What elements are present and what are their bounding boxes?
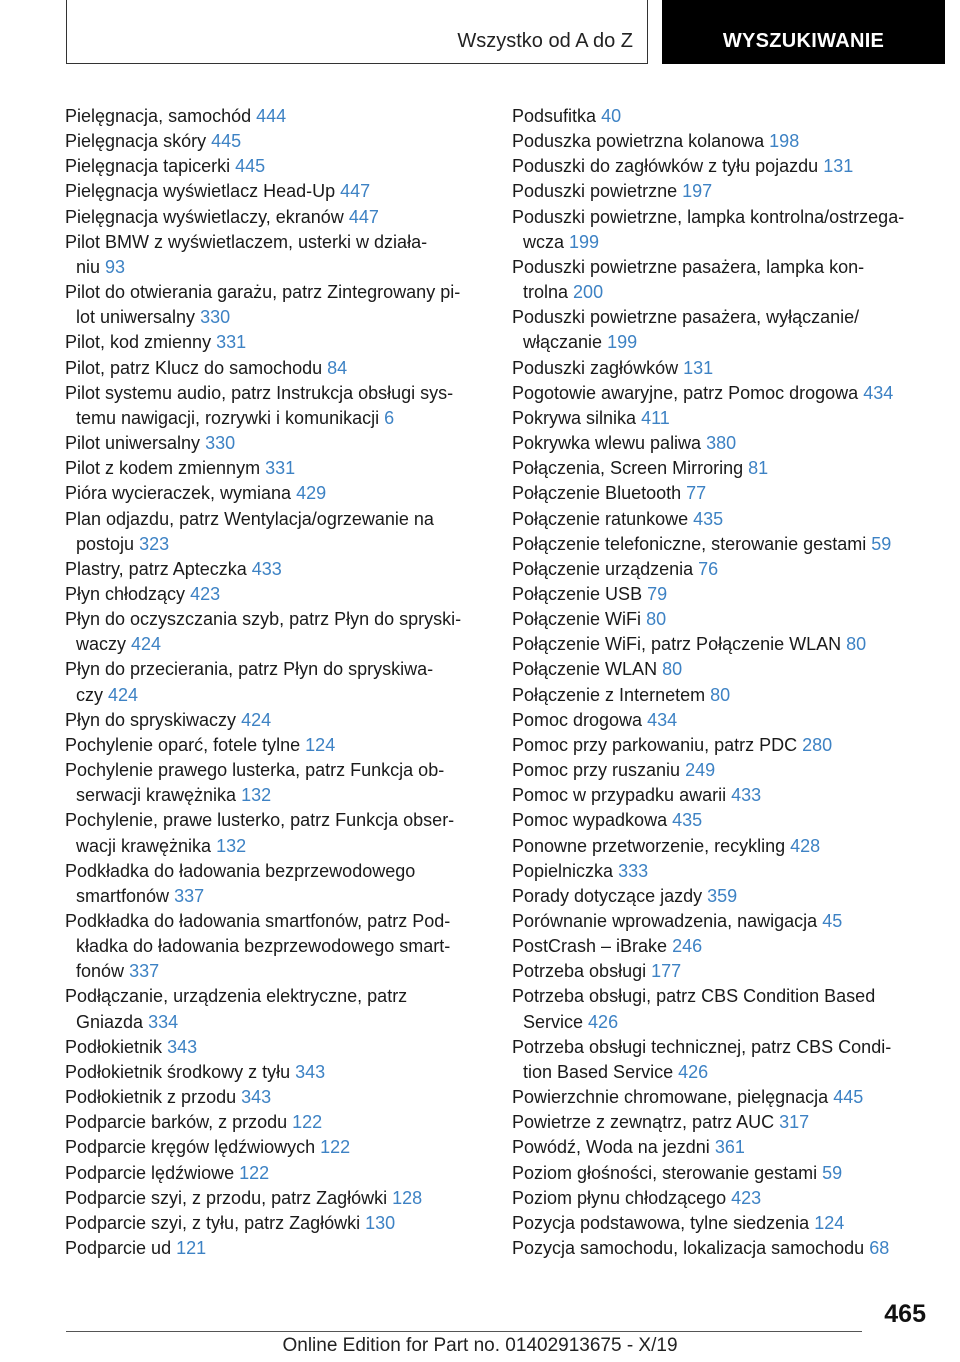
index-entry [65, 381, 485, 431]
index-entry [65, 179, 485, 204]
index-entry-page-link[interactable]: 122 [239, 1162, 270, 1183]
index-entry [512, 1211, 932, 1236]
index-entry-text: Poduszka powietrzna kolanowa [512, 131, 765, 152]
index-entry-page-link[interactable]: 444 [256, 106, 287, 126]
index-entry-text: Pilot, patrz Klucz do samochodu [65, 357, 323, 378]
index-entry-page-link[interactable]: 433 [731, 785, 762, 806]
index-entry [512, 557, 932, 582]
index-entry-page-link[interactable]: 128 [392, 1187, 423, 1208]
index-entry-page-link[interactable]: 81 [748, 458, 769, 479]
index-entry [512, 255, 932, 305]
index-entry [65, 859, 485, 909]
index-entry-text: Poduszki powietrzne [512, 181, 678, 202]
footer-divider [66, 1331, 862, 1332]
index-entry-text: Podłączanie, urządzenia elektryczne, patrz Gniazda [65, 986, 408, 1032]
index-entry-text: Powierzchnie chromowane, pielęgnacja [512, 1087, 829, 1108]
index-entry-text: Podkładka do ładowania smartfonów, patrz Pod- kładka do ładowania bezprzewodowego smart- fonów [65, 911, 451, 982]
index-entry [65, 456, 485, 481]
index-entry-text: Porównanie wprowadzenia, nawigacja [512, 911, 818, 931]
index-entry-page-link[interactable]: 84 [327, 357, 348, 378]
index-entry-text: Podparcie barków, z przodu [65, 1112, 288, 1133]
index-entry-text: Poduszki zagłówków [512, 357, 679, 378]
index-entry-page-link[interactable]: 343 [295, 1061, 326, 1082]
index-entry-page-link[interactable]: 76 [698, 558, 719, 579]
index-entry [512, 632, 932, 657]
index-entry [65, 205, 485, 230]
index-entry-text: Podłokietnik środkowy z tyłu [65, 1061, 291, 1082]
index-entry [512, 808, 932, 833]
index-entry-page-link[interactable]: 122 [292, 1112, 323, 1133]
index-entry [65, 230, 485, 280]
page-number: 465 [884, 1300, 926, 1328]
index-entry [65, 733, 485, 758]
index-entry-text: PostCrash – iBrake [512, 936, 668, 957]
index-entry-text: Poduszki do zagłówków z tyłu pojazdu [512, 156, 819, 177]
index-entry [65, 129, 485, 154]
index-entry [65, 104, 485, 129]
index-entry [512, 104, 932, 129]
index-entry-page-link[interactable]: 6 [384, 407, 395, 428]
index-entry-page-link[interactable]: 434 [863, 382, 894, 403]
index-entry [512, 431, 932, 456]
index-entry-page-link[interactable]: 59 [822, 1162, 843, 1183]
index-entry-text: Pomoc drogowa [512, 709, 643, 730]
index-entry [65, 481, 485, 506]
index-entry [65, 1211, 485, 1236]
index-entry [512, 1135, 932, 1160]
index-entry-page-link[interactable]: 447 [348, 206, 379, 227]
index-entry [65, 1161, 485, 1186]
index-entry-page-link[interactable]: 131 [683, 357, 714, 378]
index-column-right [512, 104, 932, 1261]
index-entry [512, 381, 932, 406]
index-entry-text: Powódź, Woda na jezdni [512, 1137, 710, 1158]
index-entry-page-link[interactable]: 280 [802, 734, 833, 755]
index-entry [65, 356, 485, 381]
index-entry-text: Połączenie ratunkowe [512, 508, 689, 529]
index-entry [512, 884, 932, 909]
index-entry-page-link[interactable]: 40 [601, 106, 622, 126]
index-entry-page-link[interactable]: 359 [707, 885, 738, 906]
index-entry [65, 1236, 485, 1261]
index-entry-text: Podparcie kręgów lędźwiowych [65, 1137, 316, 1158]
index-entry-text: Pióra wycieraczek, wymiana [65, 483, 292, 504]
index-entry-page-link[interactable]: 424 [131, 634, 162, 655]
tab-all-a-to-z-label: Wszystko od A do Z [457, 30, 633, 52]
index-entry-page-link[interactable]: 424 [108, 684, 139, 705]
index-entry-page-link[interactable]: 337 [129, 961, 160, 982]
index-entry-page-link[interactable]: 130 [365, 1212, 396, 1233]
index-entry [65, 154, 485, 179]
footer-edition: Online Edition for Part no. 01402913675 - X/19 [282, 1335, 678, 1356]
index-entry-page-link[interactable]: 80 [846, 634, 867, 655]
index-entry-page-link[interactable]: 330 [205, 433, 236, 454]
index-entry-text: Pochylenie, prawe lusterko, patrz Funkcja obser- wacji krawężnika [65, 810, 455, 856]
index-entry-text: Podłokietnik [65, 1036, 163, 1057]
index-entry-text: Płyn do oczyszczania szyb, patrz Płyn do spryski- waczy [65, 609, 462, 655]
index-entry [65, 808, 485, 858]
index-entry-text: Pogotowie awaryjne, patrz Pomoc drogowa [512, 382, 859, 403]
index-entry [512, 532, 932, 557]
index-entry-page-link[interactable]: 423 [190, 583, 221, 604]
index-entry-text: Płyn do spryskiwaczy [65, 709, 237, 730]
index-entry-text: Pilot, kod zmienny [65, 332, 212, 353]
index-entry [65, 557, 485, 582]
index-entry-page-link[interactable]: 132 [241, 785, 272, 806]
index-entry [65, 708, 485, 733]
index-entry [512, 406, 932, 431]
index-entry-page-link[interactable]: 124 [305, 734, 336, 755]
index-entry-text: Pomoc przy ruszaniu [512, 760, 681, 781]
index-entry-page-link[interactable]: 77 [686, 483, 707, 504]
index-entry-page-link[interactable]: 331 [216, 332, 247, 353]
index-entry-page-link[interactable]: 429 [296, 483, 327, 504]
index-entry-page-link[interactable]: 80 [662, 659, 683, 680]
index-entry-page-link[interactable]: 428 [790, 835, 821, 856]
index-entry-text: Podsufitka [512, 106, 597, 126]
index-entry [512, 582, 932, 607]
index-entry [65, 280, 485, 330]
tab-search-label: WYSZUKIWANIE [722, 30, 885, 52]
index-entry-page-link[interactable]: 79 [647, 583, 668, 604]
index-entry [65, 1135, 485, 1160]
index-entry [512, 205, 932, 255]
index-entry-text: Ponowne przetworzenie, recykling [512, 835, 786, 856]
index-entry-page-link[interactable]: 445 [235, 156, 266, 177]
index-entry [512, 859, 932, 884]
index-entry-text: Pilot do otwierania garażu, patrz Zintegrowany pi- lot uniwersalny [65, 282, 461, 328]
index-entry-page-link[interactable]: 199 [569, 231, 600, 252]
index-entry [512, 834, 932, 859]
index-entry [512, 154, 932, 179]
index-entry-text: Potrzeba obsługi [512, 961, 647, 982]
index-entry-text: Pozycja podstawowa, tylne siedzenia [512, 1212, 810, 1233]
index-entry-text: Pozycja samochodu, lokalizacja samochodu [512, 1238, 865, 1259]
index-entry [65, 909, 485, 984]
tab-search[interactable] [662, 0, 945, 64]
index-entry-page-link[interactable]: 333 [618, 860, 649, 881]
index-entry-page-link[interactable]: 93 [105, 256, 126, 277]
index-entry-text: Pochylenie prawego lusterka, patrz Funkcja ob- serwacji krawężnika [65, 760, 445, 806]
index-entry-text: Pochylenie oparć, fotele tylne [65, 734, 301, 755]
index-entry-text: Połączenie urządzenia [512, 558, 694, 579]
index-entry-page-link[interactable]: 198 [769, 131, 800, 152]
index-entry-text: Pomoc wypadkowa [512, 810, 668, 831]
index-entry-page-link[interactable]: 177 [651, 961, 682, 982]
index-entry-text: Podłokietnik z przodu [65, 1087, 237, 1108]
index-entry [65, 758, 485, 808]
index-entry-text: Płyn do przecierania, patrz Płyn do spryskiwa- czy [65, 659, 434, 705]
index-entry [512, 356, 932, 381]
index-entry-text: Połączenie WLAN [512, 659, 658, 680]
tab-all-a-to-z[interactable] [66, 0, 648, 64]
index-entry [512, 481, 932, 506]
index-entry [65, 582, 485, 607]
index-entry-page-link[interactable]: 337 [174, 885, 205, 906]
index-entry-page-link[interactable]: 200 [573, 282, 604, 303]
index-entry [65, 431, 485, 456]
index-entry-text: Połączenie z Internetem [512, 684, 706, 705]
index-entry-page-link[interactable]: 343 [241, 1087, 272, 1108]
index-entry-page-link[interactable]: 132 [216, 835, 247, 856]
index-entry [512, 758, 932, 783]
index-entry-page-link[interactable]: 423 [731, 1187, 762, 1208]
index-entry [512, 934, 932, 959]
index-entry [512, 1186, 932, 1211]
index-entry-page-link[interactable]: 249 [685, 760, 716, 781]
index-entry-text: Plan odjazdu, patrz Wentylacja/ogrzewanie na postoju [65, 508, 434, 554]
index-entry [65, 507, 485, 557]
index-entry-page-link[interactable]: 424 [241, 709, 272, 730]
index-entry [512, 733, 932, 758]
index-entry-page-link[interactable]: 80 [710, 684, 731, 705]
index-entry-page-link[interactable]: 197 [682, 181, 713, 202]
index-entry-text: Pilot uniwersalny [65, 433, 201, 454]
index-entry-text: Pokrywa silnika [512, 407, 637, 428]
index-entry-text: Podparcie szyi, z przodu, patrz Zagłówki [65, 1187, 388, 1208]
index-entry-text: Poduszki powietrzne, lampka kontrolna/ostrzega- wcza [512, 206, 905, 252]
index-entry-text: Potrzeba obsługi, patrz CBS Condition Based Service [512, 986, 876, 1032]
index-entry-page-link[interactable]: 246 [672, 936, 703, 957]
index-entry-page-link[interactable]: 330 [200, 307, 231, 328]
index-entry-text: Połączenie USB [512, 583, 643, 604]
index-entry [512, 657, 932, 682]
index-entry-text: Pielęgnacja wyświetlaczy, ekranów [65, 206, 344, 227]
index-entry-text: Pielęgnacja skóry [65, 131, 207, 152]
index-entry-page-link[interactable]: 411 [641, 407, 670, 428]
index-entry-text: Podparcie lędźwiowe [65, 1162, 235, 1183]
index-entry-text: Poziom płynu chłodzącego [512, 1187, 727, 1208]
index-entry [512, 984, 932, 1034]
index-entry-text: Pielęgnacja tapicerki [65, 156, 231, 177]
index-entry [512, 1110, 932, 1135]
index-entry [512, 305, 932, 355]
index-entry [65, 1110, 485, 1135]
index-entry [65, 1035, 485, 1060]
index-column-left [65, 104, 485, 1261]
index-entry-text: Potrzeba obsługi technicznej, patrz CBS Condi- tion Based Service [512, 1036, 892, 1082]
index-entry [512, 456, 932, 481]
index-entry-text: Pilot z kodem zmiennym [65, 458, 261, 479]
index-entry [65, 1060, 485, 1085]
index-entry-text: Połączenia, Screen Mirroring [512, 458, 744, 479]
index-entry-page-link[interactable]: 121 [176, 1238, 207, 1259]
index-entry [512, 129, 932, 154]
index-entry-page-link[interactable]: 380 [706, 433, 737, 454]
index-entry-text: Podkładka do ładowania bezprzewodowego smartfonów [65, 860, 416, 906]
index-entry-text: Porady dotyczące jazdy [512, 885, 703, 906]
index-entry-text: Plastry, patrz Apteczka [65, 558, 247, 579]
index-entry [65, 657, 485, 707]
index-entry-page-link[interactable]: 445 [211, 131, 242, 152]
index-entry-text: Połączenie telefoniczne, sterowanie gestami [512, 533, 867, 554]
index-entry-page-link[interactable]: 80 [646, 609, 667, 630]
index-entry-page-link[interactable]: 199 [607, 332, 638, 353]
index-entry [65, 607, 485, 657]
index-entry-page-link[interactable]: 122 [320, 1137, 351, 1158]
index-entry-page-link[interactable]: 447 [340, 181, 371, 202]
index-entry-page-link[interactable]: 435 [693, 508, 724, 529]
index-entry-text: Połączenie WiFi, patrz Połączenie WLAN [512, 634, 842, 655]
index-entry-text: Pomoc w przypadku awarii [512, 785, 727, 806]
index-entry [65, 1085, 485, 1110]
index-entry-text: Połączenie Bluetooth [512, 483, 682, 504]
index-entry-text: Poduszki powietrzne pasażera, lampka kon- trolna [512, 256, 865, 303]
index-entry [512, 1035, 932, 1085]
index-entry-page-link[interactable]: 343 [167, 1036, 198, 1057]
index-entry-text: Powietrze z zewnątrz, patrz AUC [512, 1112, 775, 1133]
index-entry-page-link[interactable]: 124 [814, 1212, 845, 1233]
index-entry-text: Poziom głośności, sterowanie gestami [512, 1162, 818, 1183]
index-entry-page-link[interactable]: 68 [869, 1238, 890, 1259]
index-entry [65, 330, 485, 355]
index-entry-page-link[interactable]: 433 [251, 558, 282, 579]
index-entry [512, 1085, 932, 1110]
index-entry-page-link[interactable]: 131 [823, 156, 854, 177]
index-entry [512, 1236, 932, 1261]
index-entry-text: Połączenie WiFi [512, 609, 642, 630]
index-entry-text: Pielęgnacja wyświetlacz Head-Up [65, 181, 336, 202]
index-entry-page-link[interactable]: 445 [833, 1087, 864, 1108]
index-entry-page-link[interactable]: 334 [148, 1011, 179, 1032]
index-entry-page-link[interactable]: 426 [678, 1061, 709, 1082]
index-entry-text: Pielęgnacja, samochód [65, 106, 252, 126]
index-entry-page-link[interactable]: 59 [871, 533, 892, 554]
index-entry-page-link[interactable]: 361 [714, 1137, 745, 1158]
index-entry [512, 683, 932, 708]
index-entry-page-link[interactable]: 317 [779, 1112, 810, 1133]
index-entry-text: Pilot BMW z wyświetlaczem, usterki w działa- niu [65, 231, 428, 277]
index-entry [512, 959, 932, 984]
index-entry-page-link[interactable]: 323 [139, 533, 170, 554]
index-entry [512, 909, 932, 934]
index-entry-page-link[interactable]: 434 [647, 709, 678, 730]
index-entry-text: Pokrywka wlewu paliwa [512, 433, 702, 454]
index-entry [512, 507, 932, 532]
index-entry-page-link[interactable]: 45 [822, 911, 843, 931]
index-entry [65, 1186, 485, 1211]
index-entry [512, 607, 932, 632]
index-entry-text: Pilot systemu audio, patrz Instrukcja obsługi sys- temu nawigacji, rozrywki i komunikacji [65, 382, 454, 428]
index-entry [512, 179, 932, 204]
index-entry-text: Poduszki powietrzne pasażera, wyłączanie/ włączanie [512, 307, 860, 353]
index-entry-page-link[interactable]: 426 [588, 1011, 619, 1032]
index-entry-page-link[interactable]: 435 [672, 810, 703, 831]
index-entry-text: Podparcie szyi, z tyłu, patrz Zagłówki [65, 1212, 361, 1233]
index-entry [512, 783, 932, 808]
index-entry-page-link[interactable]: 331 [265, 458, 296, 479]
index-entry-text: Podparcie ud [65, 1238, 172, 1259]
index-entry-text: Płyn chłodzący [65, 583, 186, 604]
index-entry [65, 984, 485, 1034]
index-entry-text: Popielniczka [512, 860, 614, 881]
index-entry-text: Pomoc przy parkowaniu, patrz PDC [512, 734, 798, 755]
index-entry [512, 708, 932, 733]
index-entry [512, 1161, 932, 1186]
